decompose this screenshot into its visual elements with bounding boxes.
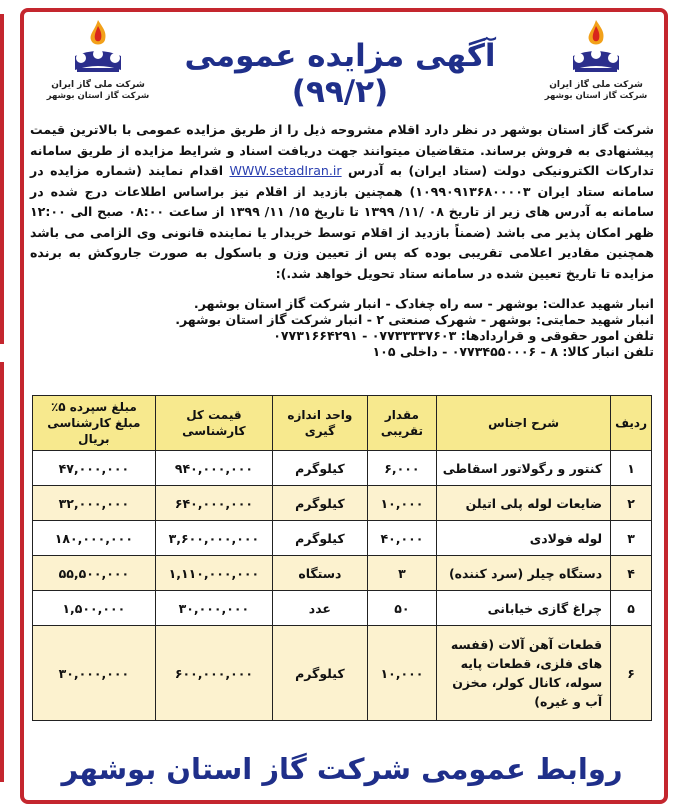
item-description: ضایعات لوله پلی اتیلن [437, 486, 611, 521]
public-relations-footer: روابط عمومی شرکت گاز استان بوشهر [61, 752, 623, 786]
row-number: ۴ [611, 556, 652, 591]
logo-right-line1: شرکت ملی گاز ایران [549, 80, 643, 90]
item-total-price: ۳,۶۰۰,۰۰۰,۰۰۰ [155, 521, 272, 556]
table-header-row [33, 396, 652, 451]
table-row [33, 521, 652, 556]
logo-left-line1: شرکت ملی گاز ایران [51, 80, 145, 90]
item-unit: کیلوگرم [273, 626, 368, 721]
item-total-price: ۳۰,۰۰۰,۰۰۰ [155, 591, 272, 626]
row-number: ۶ [611, 626, 652, 721]
item-deposit: ۳۲,۰۰۰,۰۰۰ [33, 486, 156, 521]
item-deposit: ۴۷,۰۰۰,۰۰۰ [33, 451, 156, 486]
item-total-price: ۶۰۰,۰۰۰,۰۰۰ [155, 626, 272, 721]
warehouse-2-address: انبار شهید حمایتی: بوشهر - شهرک صنعتی ۲ - انبار شرکت گاز استان بوشهر. [175, 312, 654, 327]
notice-title: آگهی مزایده عمومی (۹۹/۲) [184, 38, 496, 110]
item-description: قطعات آهن آلات (قفسه های فلزی، قطعات پایه سوله، کانال کولر، مخزن آب و غیره) [437, 626, 611, 721]
item-quantity: ۱۰,۰۰۰ [367, 486, 436, 521]
left-edge-bar [0, 14, 4, 344]
item-description: چراغ گازی خیابانی [437, 591, 611, 626]
body-text-part1: شرکت گاز استان بوشهر در نظر دارد اقلام مشروحه ذیل را از طریق مزایده عمومی با بالاترین قیمت پیشنهادی به فروش برساند. متقاضیان میتوانند جهت دریافت اسناد و شرایط مزایده از طریق سامانه تدارکات الکترونیکی دولت (ستاد ایران) به آدرس [30, 122, 654, 178]
logo-right-line2: شرکت گاز استان بوشهر [544, 91, 648, 101]
company-logo-right [536, 18, 656, 102]
table-row [33, 591, 652, 626]
setad-website-link[interactable]: WWW.setadIran.ir [229, 163, 342, 178]
row-number: ۲ [611, 486, 652, 521]
item-total-price: ۱,۱۱۰,۰۰۰,۰۰۰ [155, 556, 272, 591]
gas-company-emblem-icon [67, 18, 129, 78]
auction-items-table [32, 395, 652, 721]
table-row [33, 556, 652, 591]
item-quantity: ۳ [367, 556, 436, 591]
item-description: دستگاه چیلر (سرد کننده) [437, 556, 611, 591]
item-description: لوله فولادی [437, 521, 611, 556]
header-description: شرح اجناس [437, 396, 611, 451]
notice-body [30, 120, 654, 284]
item-total-price: ۶۴۰,۰۰۰,۰۰۰ [155, 486, 272, 521]
item-quantity: ۶,۰۰۰ [367, 451, 436, 486]
table-row [33, 626, 652, 721]
warehouse-1-address: انبار شهید عدالت: بوشهر - سه راه چغادک - انبار شرکت گاز استان بوشهر. [193, 296, 654, 311]
gas-company-emblem-icon [565, 18, 627, 78]
contact-info [30, 296, 654, 360]
item-deposit: ۱۸۰,۰۰۰,۰۰۰ [33, 521, 156, 556]
body-text-part2: اقدام نمایند (شماره مزایده در سامانه ستاد ایران ۱۰۹۹۰۹۱۳۶۸۰۰۰۰۳) همچنین بازدید از اقلام نیز براساس اطلاعات درج شده در سامانه به آدرس های زیر از تاریخ ۰۸ /۱۱/ ۱۳۹۹ تا تاریخ ۱۵/ ۱۱/ ۱۳۹۹ از ساعت ۰۸:۰۰ صبح الی ۱۲:۰۰ ظهر امکان پذیر می باشد (ضمناً بازدید از اقلام توسط خریدار یا نماینده قانونی وی الزامی می باشد همچنین مقادیر اعلامی تقریبی بوده که پس از تعیین وزن و باسکول به صورت جاروکش به برنده مزایده تا تاریخ تعیین شده در سامانه ستاد تحویل خواهد شد.): [30, 163, 655, 281]
item-unit: کیلوگرم [273, 521, 368, 556]
header-total-price: قیمت کل کارشناسی [155, 396, 272, 451]
item-quantity: ۴۰,۰۰۰ [367, 521, 436, 556]
warehouse-phone: تلفن انبار کالا: ۸ - ۰۷۷۳۴۵۵۰۰۰۶ - داخلی ۱۰۵ [372, 344, 654, 359]
logo-left-line2: شرکت گاز استان بوشهر [46, 91, 150, 101]
item-description: کنتور و رگولاتور اسقاطی [437, 451, 611, 486]
left-edge-bar-lower [0, 362, 4, 782]
company-logo-left [38, 18, 158, 102]
item-unit: دستگاه [273, 556, 368, 591]
item-total-price: ۹۴۰,۰۰۰,۰۰۰ [155, 451, 272, 486]
item-quantity: ۱۰,۰۰۰ [367, 626, 436, 721]
table-row [33, 486, 652, 521]
table-row [33, 451, 652, 486]
header-quantity: مقدار تقریبی [367, 396, 436, 451]
item-deposit: ۱,۵۰۰,۰۰۰ [33, 591, 156, 626]
item-unit: کیلوگرم [273, 486, 368, 521]
row-number: ۵ [611, 591, 652, 626]
header-unit: واحد اندازه گیری [273, 396, 368, 451]
header-deposit: مبلغ سپرده ۵٪ مبلغ کارشناسی بریال [33, 396, 156, 451]
item-unit: عدد [273, 591, 368, 626]
item-unit: کیلوگرم [273, 451, 368, 486]
header-row-number: ردیف [611, 396, 652, 451]
item-deposit: ۳۰,۰۰۰,۰۰۰ [33, 626, 156, 721]
item-deposit: ۵۵,۵۰۰,۰۰۰ [33, 556, 156, 591]
row-number: ۳ [611, 521, 652, 556]
legal-phone: تلفن امور حقوقی و قراردادها: ۰۷۷۳۳۳۳۷۶۰۳ - ۰۷۷۳۱۶۶۴۲۹۱ [273, 328, 654, 343]
item-quantity: ۵۰ [367, 591, 436, 626]
row-number: ۱ [611, 451, 652, 486]
